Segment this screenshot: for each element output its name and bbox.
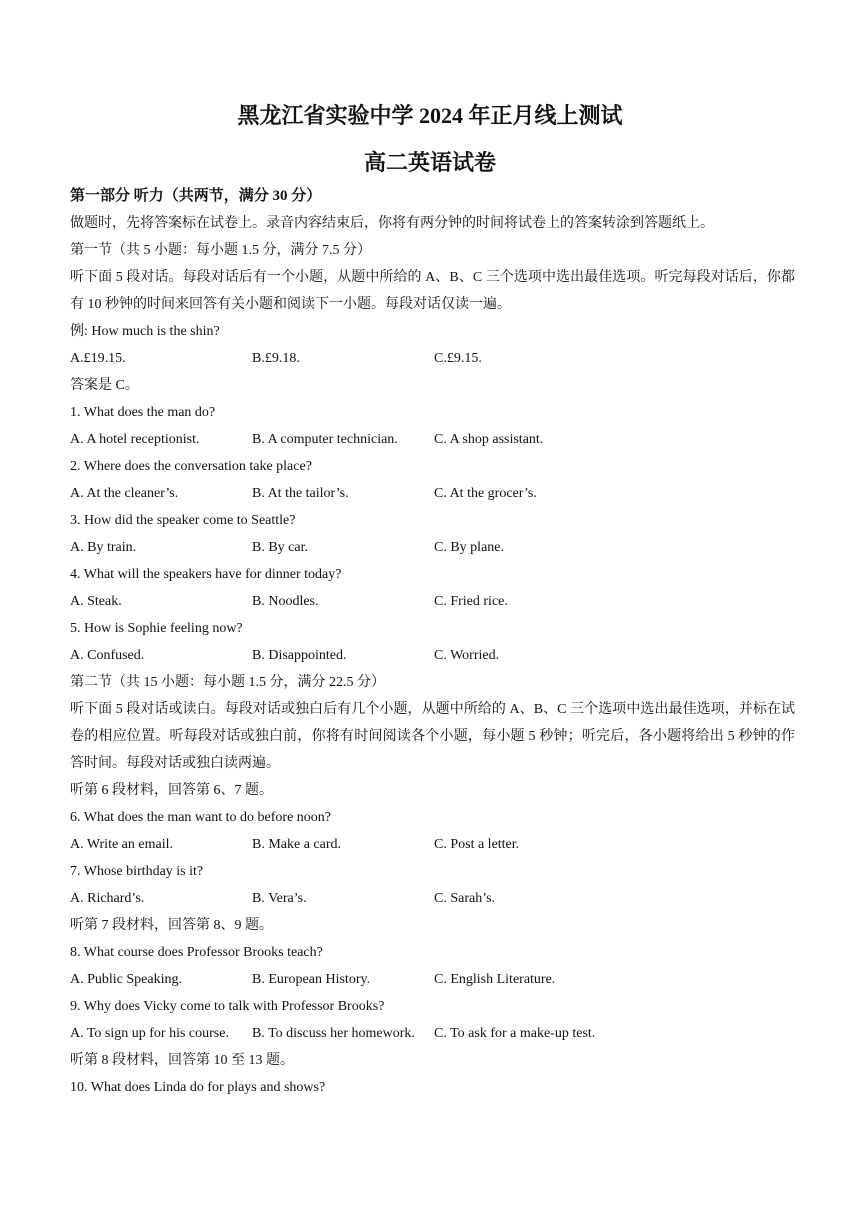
exam-content [70,183,795,1101]
option-a: A. Richard’s. [70,891,145,906]
material-6-note: 听第 6 段材料，回答第 6、7 题。 [70,783,273,798]
question-1: 1. What does the man do? [70,405,216,420]
option-c: C. Post a letter. [434,837,520,852]
section1-instruction: 听下面 5 段对话。每段对话后有一个小题，从题中所给的 A、B、C 三个选项中选出最佳选项。听完每段对话后，你都有 10 秒钟的时间来回答有关小题和阅读下一小题。每段对话仅读一遍。 [70,270,795,312]
question-8: 8. What course does Professor Brooks teach? [70,945,323,960]
option-a: A. Public Speaking. [70,972,182,987]
option-b: B. At the tailor’s. [252,486,349,501]
option-a: A. At the cleaner’s. [70,486,179,501]
option-c: C. At the grocer’s. [434,486,537,501]
option-c: C. A shop assistant. [434,432,544,447]
question-3-options [70,534,795,561]
option-a: A. Write an email. [70,837,173,852]
question-1-options [70,426,795,453]
option-c: C. By plane. [434,540,504,555]
material-7-note: 听第 7 段材料，回答第 8、9 题。 [70,918,273,933]
question-10: 10. What does Linda do for plays and shows? [70,1080,326,1095]
option-a: A.£19.15. [70,351,126,366]
option-b: B. Vera’s. [252,891,307,906]
option-c: C. Sarah’s. [434,891,496,906]
option-b: B. Disappointed. [252,648,347,663]
option-c: C.£9.15. [434,351,482,366]
option-c: C. English Literature. [434,972,556,987]
example-question: 例: How much is the shin? [70,324,220,339]
question-2: 2. Where does the conversation take place? [70,459,312,474]
option-c: C. Worried. [434,648,500,663]
option-a: A. A hotel receptionist. [70,432,200,447]
exam-subtitle: 高二英语试卷 [363,150,496,175]
question-4-options [70,588,795,615]
question-5-options [70,642,795,669]
exam-title: 黑龙江省实验中学 2024 年正月线上测试 [237,103,623,128]
question-9: 9. Why does Vicky come to talk with Professor Brooks? [70,999,385,1014]
option-a: A. To sign up for his course. [70,1026,229,1041]
question-3: 3. How did the speaker come to Seattle? [70,513,296,528]
option-b: B. Noodles. [252,594,319,609]
section2-heading: 第二节（共 15 小题：每小题 1.5 分，满分 22.5 分） [70,675,385,690]
option-a: A. Confused. [70,648,145,663]
part1-heading: 第一部分 听力（共两节，满分 30 分） [70,188,322,204]
section1-heading: 第一节（共 5 小题：每小题 1.5 分，满分 7.5 分） [70,243,371,258]
option-b: B. A computer technician. [252,432,398,447]
option-b: B. Make a card. [252,837,342,852]
part1-instruction: 做题时，先将答案标在试卷上。录音内容结束后，你将有两分钟的时间将试卷上的答案转涂到答题纸上。 [70,216,714,231]
option-b: B. To discuss her homework. [252,1026,415,1041]
section2-instruction: 听下面 5 段对话或读白。每段对话或独白后有几个小题，从题中所给的 A、B、C 三个选项中选出最佳选项，并标在试卷的相应位置。听每段对话或独白前，你将有时间阅读各个小题，每小题 5 秒钟；听完后，各小题将给出 5 秒钟的作答时间。每段对话或独白读两遍。 [70,702,795,771]
question-8-options [70,966,795,993]
option-c: C. To ask for a make-up test. [434,1026,596,1041]
option-b: B. European History. [252,972,371,987]
option-a: A. By train. [70,540,137,555]
option-a: A. Steak. [70,594,122,609]
question-6-options [70,831,795,858]
question-7: 7. Whose birthday is it? [70,864,204,879]
option-c: C. Fried rice. [434,594,508,609]
question-5: 5. How is Sophie feeling now? [70,621,243,636]
option-b: B. By car. [252,540,308,555]
option-b: B.£9.18. [252,351,300,366]
question-7-options [70,885,795,912]
material-8-note: 听第 8 段材料，回答第 10 至 13 题。 [70,1053,294,1068]
question-6: 6. What does the man want to do before noon? [70,810,332,825]
example-answer: 答案是 C。 [70,378,139,393]
question-4: 4. What will the speakers have for dinner today? [70,567,342,582]
question-2-options [70,480,795,507]
question-9-options [70,1020,795,1047]
example-options [70,345,795,372]
